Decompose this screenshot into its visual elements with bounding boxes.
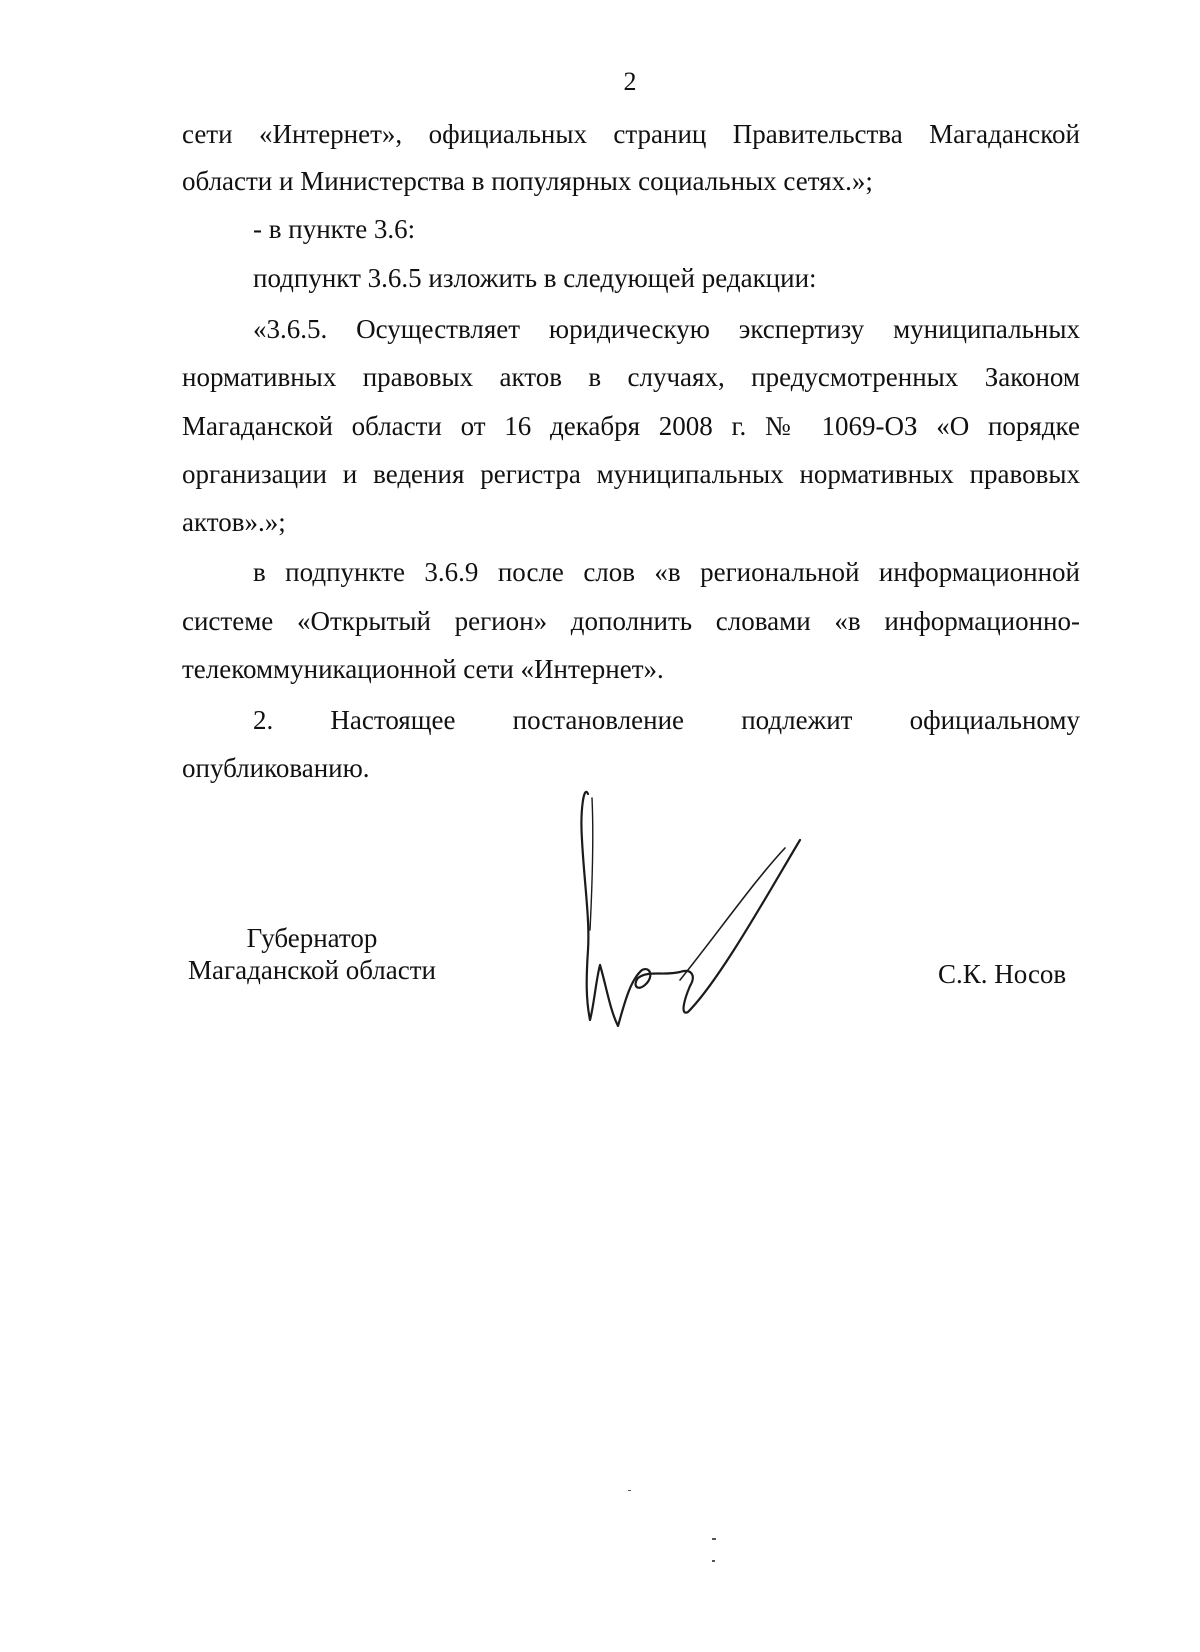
page-number: 2 (623, 67, 637, 96)
text-line: области и Министерства в популярных социальных сетях.»; (182, 166, 873, 196)
handwritten-signature (580, 780, 820, 1030)
text-line: в подпункте 3.6.9 после слов «в региональной информационной (253, 557, 1080, 587)
signatory-title-line1: Губернатор (246, 923, 378, 953)
scan-speck (712, 1538, 716, 1540)
text-line: организации и ведения регистра муниципальных нормативных правовых (182, 459, 1080, 489)
signatory-title-line2: Магаданской области (188, 955, 436, 985)
text-line: телекоммуникационной сети «Интернет». (182, 654, 664, 684)
text-line: сети «Интернет», официальных страниц Правительства Магаданской (182, 119, 1080, 149)
scan-speck (712, 1560, 715, 1562)
text-line: 2. Настоящее постановление подлежит официальному (253, 705, 1080, 735)
text-line: Магаданской области от 16 декабря 2008 г. № 1069-ОЗ «О порядке (182, 411, 1080, 441)
signatory-title (182, 922, 442, 986)
text-line: актов».»; (182, 507, 286, 537)
text-line: нормативных правовых актов в случаях, предусмотренных Законом (182, 362, 1080, 392)
text-line: - в пункте 3.6: (253, 214, 416, 244)
text-line: подпункт 3.6.5 изложить в следующей редакции: (253, 263, 817, 293)
text-line: системе «Открытый регион» дополнить словами «в информационно- (182, 606, 1080, 636)
scan-speck (628, 1490, 631, 1491)
text-line: опубликованию. (182, 753, 370, 783)
text-line: «3.6.5. Осуществляет юридическую экспертизу муниципальных (253, 314, 1080, 344)
signatory-name: С.К. Носов (938, 959, 1067, 989)
